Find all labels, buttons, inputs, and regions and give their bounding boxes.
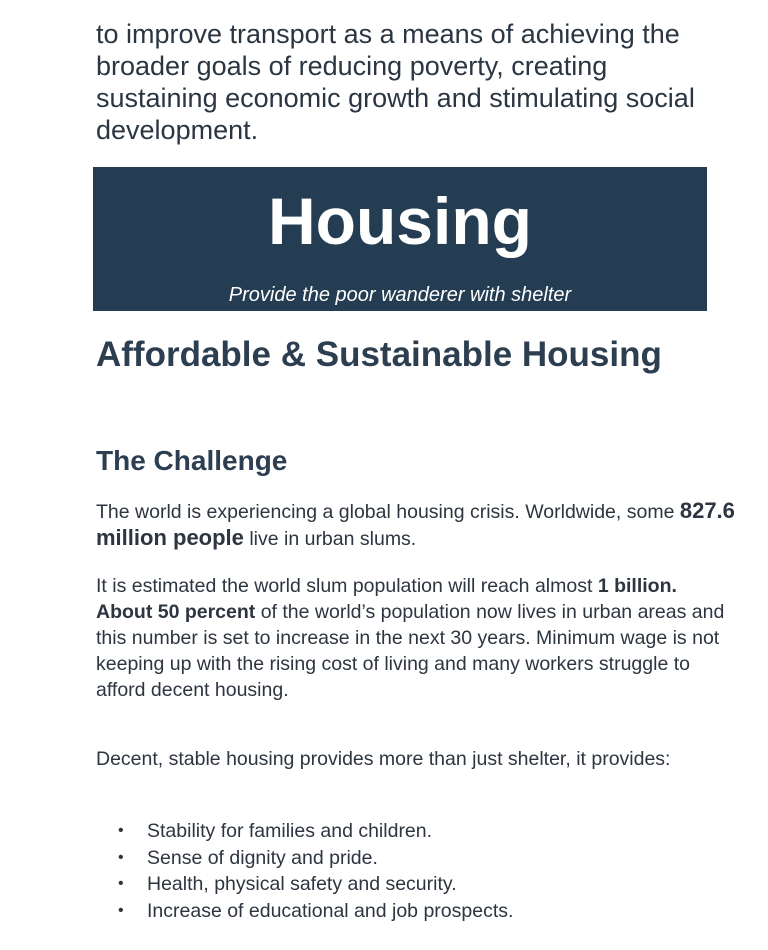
paragraph-crisis (96, 498, 736, 552)
list-item-text: Sense of dignity and pride. (147, 846, 378, 869)
intro-paragraph: to improve transport as a means of achieving the broader goals of reducing poverty, creating sustaining economic growth and stimulating social development. (96, 19, 695, 145)
benefits-list (96, 818, 716, 924)
list-item (96, 871, 716, 898)
list-item (96, 818, 716, 845)
housing-banner (93, 167, 707, 311)
one-billion-highlight: 1 billion. (597, 575, 677, 597)
section-subheading: The Challenge (96, 445, 288, 476)
paragraph-estimate (96, 573, 736, 703)
bullet-icon: • (118, 848, 124, 866)
section-heading: Affordable & Sustainable Housing (96, 335, 662, 374)
banner-title: Housing (268, 184, 532, 258)
bullet-icon: • (118, 901, 124, 919)
list-item-text: Increase of educational and job prospects. (147, 899, 514, 922)
bullet-icon: • (118, 875, 124, 892)
fifty-percent-highlight: About 50 percent (96, 601, 256, 623)
list-item (96, 845, 716, 872)
paragraph-crisis-text: The world is experiencing a global housing crisis. Worldwide, some (96, 501, 680, 523)
paragraph-crisis-text-end: live in urban slums. (243, 528, 417, 550)
list-item (96, 898, 716, 925)
list-item-text: Stability for families and children. (147, 820, 433, 842)
paragraph-estimate-text: It is estimated the world slum population will reach almost (96, 575, 598, 597)
bullet-icon: • (118, 822, 124, 839)
paragraph-provides: Decent, stable housing provides more than just shelter, it provides: (96, 748, 671, 770)
list-item-text: Health, physical safety and security. (147, 873, 457, 895)
slum-population-highlight: 827.6 million people (96, 498, 735, 550)
paragraph-estimate-text-end: of the world’s population now lives in urban areas and this number is set to increase in the next 30 years. Minimum wage is not keeping up with the rising cost of living and many workers struggle to afford decent housing. (96, 601, 725, 701)
banner-subtitle: Provide the poor wanderer with shelter (228, 284, 572, 306)
